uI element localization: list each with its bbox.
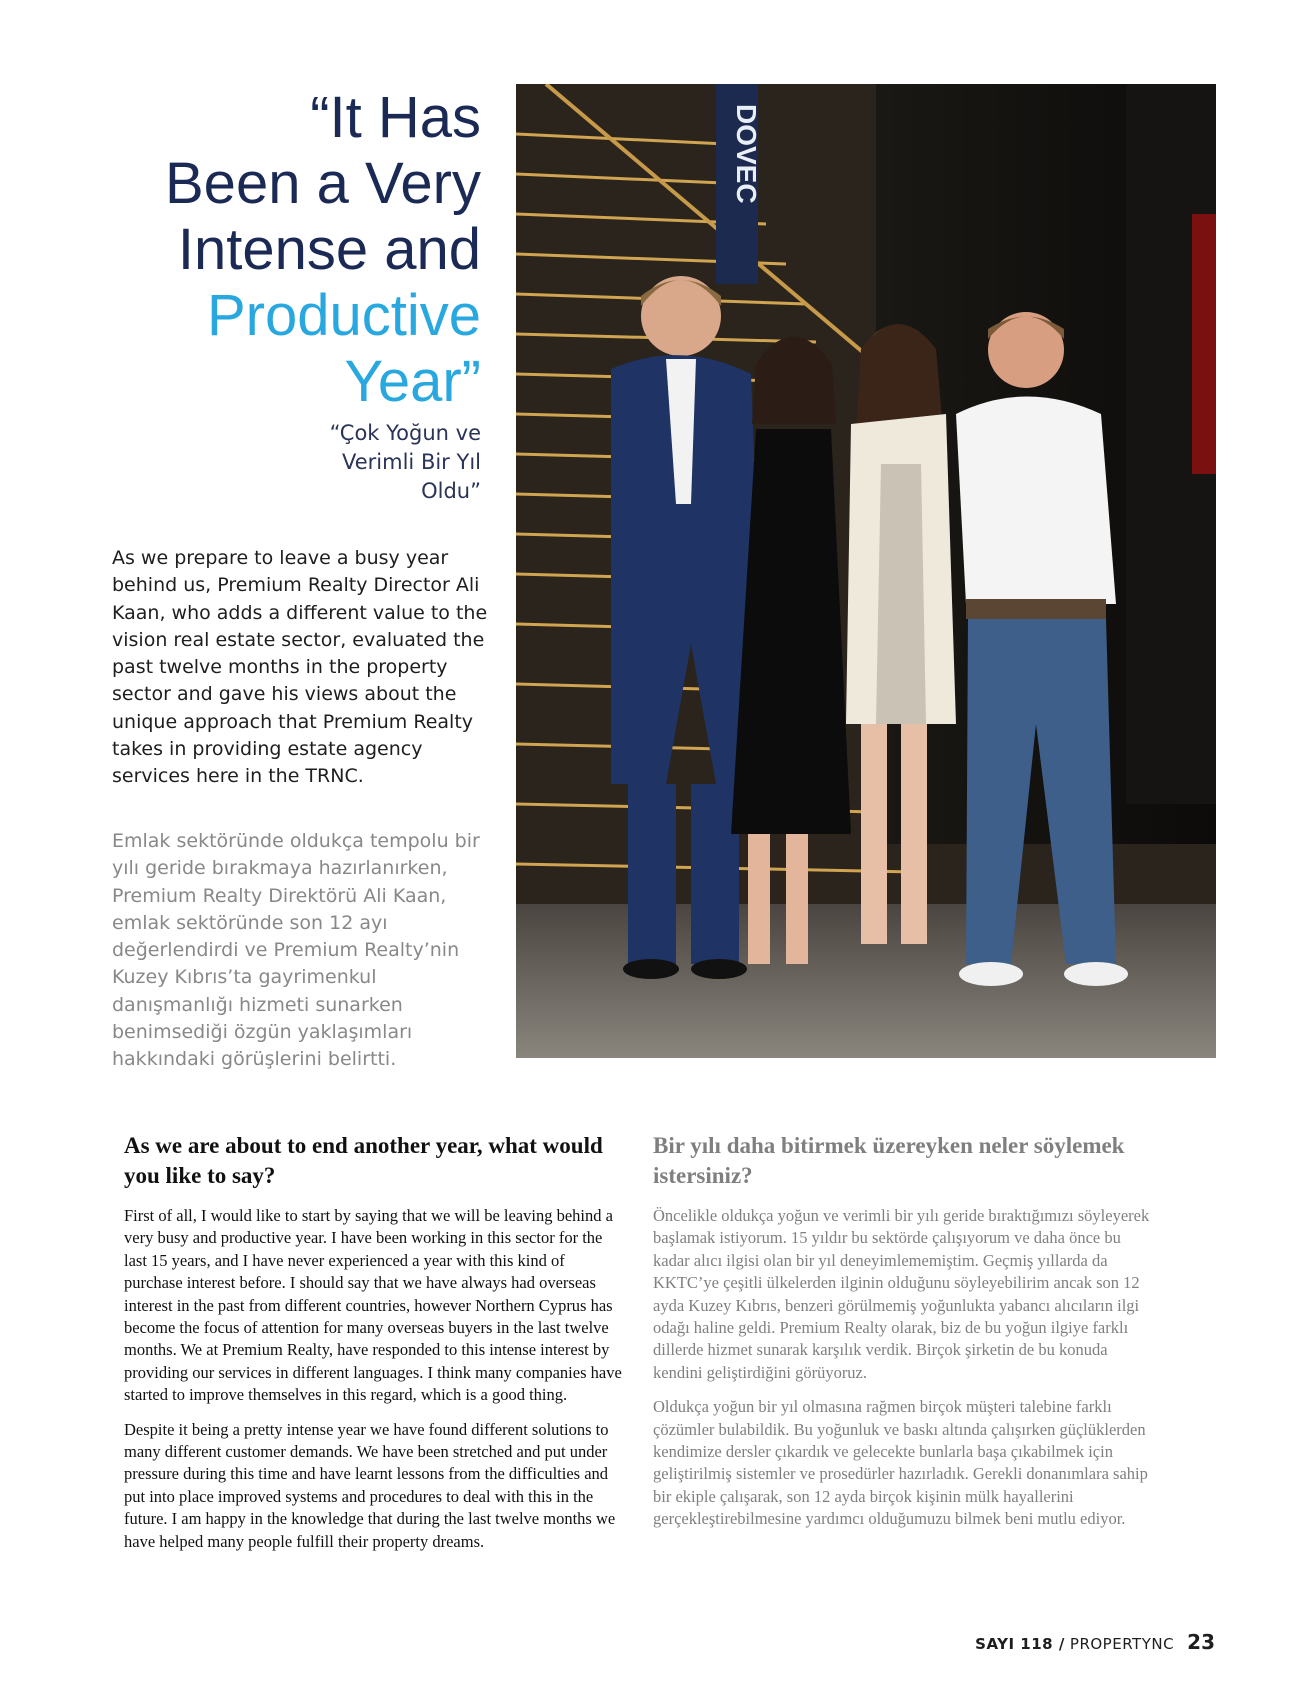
answer-paragraph: Despite it being a pretty intense year we have found different solutions to many different customer demands. We have been stretched and put under pressure during this time and have learnt lessons from the difficulties and put into place improved systems and procedures to deal with this in the future. I am happy in the knowledge that during the last twelve months we have helped many people fulfill their property dreams. (124, 1419, 616, 1551)
banner-text: DOVEC (731, 104, 762, 204)
english-column (124, 1131, 624, 1565)
subtitle-line: Oldu” (421, 479, 481, 503)
subtitle-line: “Çok Yoğun ve (329, 421, 481, 445)
title-line-accent: Year” (344, 349, 481, 414)
article-subtitle-turkish (281, 419, 481, 506)
magazine-name: PROPERTYNC (1069, 1635, 1175, 1653)
title-line-accent: Productive (206, 283, 481, 348)
page-number: 23 (1187, 1630, 1215, 1654)
question-heading-english: As we are about to end another year, what would you like to say? (124, 1133, 603, 1188)
intro-english: As we prepare to leave a busy year behind us, Premium Realty Director Ali Kaan, who adds a different value to the vision real estate sector, evaluated the past twelve months in the property sector and gave his views about the unique approach that Premium Realty takes in providing estate agency services here in the TRNC. (112, 547, 488, 788)
title-line: “It Has (310, 85, 481, 150)
group-photo (516, 84, 1216, 1058)
question-heading-turkish: Bir yılı daha bitirmek üzereyken neler söylemek istersiniz? (653, 1133, 1125, 1188)
intro-turkish: Emlak sektöründe oldukça tempolu bir yılı geride bırakmaya hazırlanırken, Premium Realty Direktörü Ali Kaan, emlak sektöründe son 12 ayı değerlendirdi ve Premium Realty’nin Kuzey Kıbrıs’ta gayrimenkul danışmanlığı hizmeti sunarken benimsediği özgün yaklaşımları hakkındaki görüşlerini belirtti. (112, 830, 480, 1071)
page-footer (975, 1630, 1215, 1654)
subtitle-line: Verimli Bir Yıl (342, 450, 481, 474)
title-line: Been a Very (165, 151, 481, 216)
turkish-column (653, 1131, 1153, 1543)
answer-paragraph: Öncelikle oldukça yoğun ve verimli bir yılı geride bıraktığımızı söyleyerek başlamak istiyorum. 15 yıldır bu sektörde çalışıyorum ve daha önce bu kadar alıcı ilgisi olan bir yıl deneyimlememiştim. Geçmiş yıllarda da KKTC’ye çeşitli ülkelerden ilginin olduğunu söyleyebilirim ancak son 12 ayda Kuzey Kıbrıs, benzeri görülmemiş yoğunlukta yabancı alıcıların ilgi odağı haline geldi. Premium Realty olarak, biz de bu yoğun ilgiye farklı dillerde hizmet sunarak karşılık verdik. Birçok şirketin de bu konuda kendini geliştirdiğini görüyoruz. (653, 1206, 1150, 1382)
answer-paragraph: First of all, I would like to start by saying that we will be leaving behind a very busy and productive year. I have been working in this sector for the last 15 years, and I have never experienced a year with this kind of purchase interest before. I should say that we have always had overseas interest in the past from different countries, however Northern Cyprus has become the focus of attention for many overseas buyers in the last twelve months. We at Premium Realty, have responded to this intense interest by providing our services in different languages. I think many companies have started to improve themselves in this regard, which is a good thing. (124, 1206, 622, 1405)
title-line: Intense and (177, 217, 481, 282)
group-photo-illustration (516, 84, 1216, 1058)
answer-paragraph: Oldukça yoğun bir yıl olmasına rağmen birçok müşteri talebine farklı çözümler bulabildik. Bu yoğunluk ve baskı altında çalışırken güçlüklerden kendimize dersler çıkardık ve gelecekte bunlarla başa çıkabilmek için geliştirilmiş sistemler ve prosedürler hazırladık. Gerekli donanımlara sahip bir ekiple çalışarak, son 12 ayda birçok kişinin mülk hayallerini gerçekleştirebilmesine yardımcı olduğumuzu bilmek beni mutlu ediyor. (653, 1397, 1148, 1529)
issue-number: SAYI 118 / (975, 1635, 1065, 1653)
article-title (165, 85, 481, 415)
